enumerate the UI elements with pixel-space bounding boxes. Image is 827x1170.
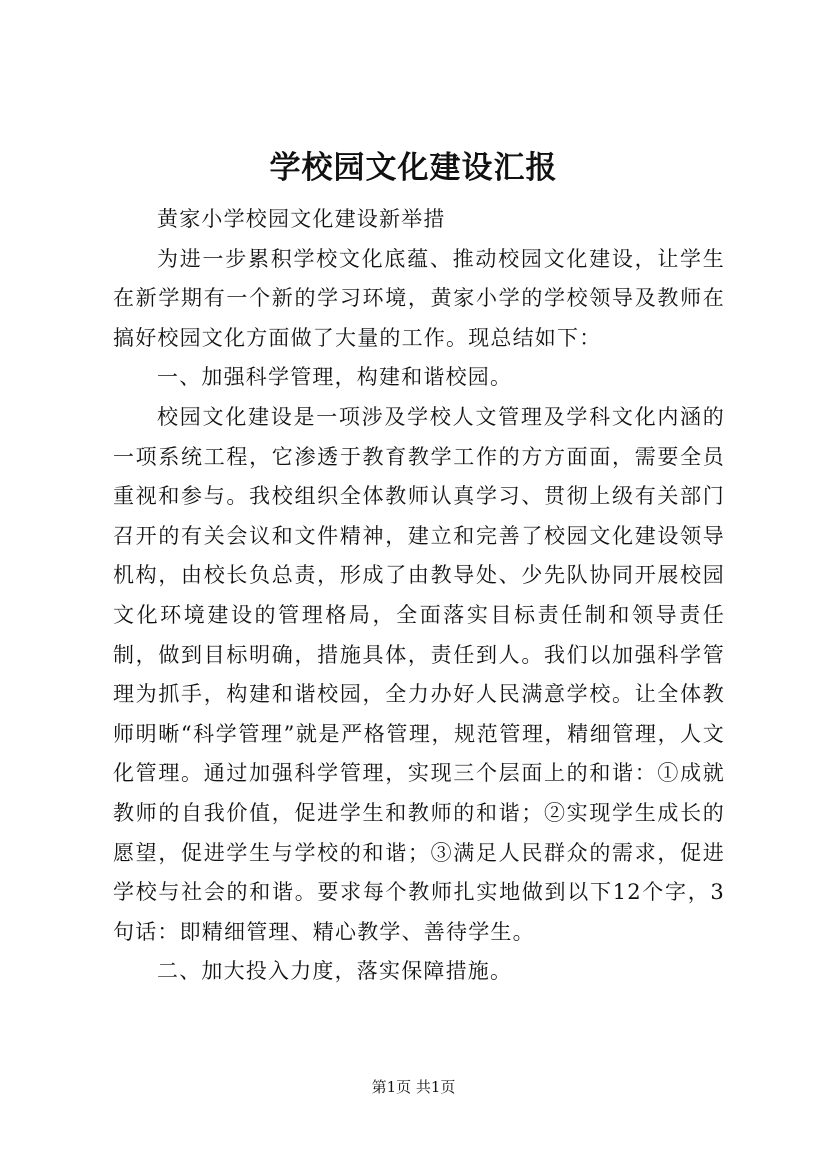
page-number-footer: 第1页 共1页 bbox=[371, 1078, 456, 1096]
section-heading-1: 一、加强科学管理，构建和谐校园。 bbox=[157, 365, 513, 390]
section-body-1: 校园文化建设是一项涉及学校人文管理及学科文化内涵的一项系统工程，它渗透于教育教学工作的方方面面，需要全员重视和参与。我校组织全体教师认真学习、贯彻上级有关部门召开的有关会议和文件精神，建立和完善了校园文化建设领导机构，由校长负总责，形成了由教导处、少先队协同开展校园文化环境建设的管理格局，全面落实目标责任制和领导责任制，做到目标明确，措施具体，责任到人。我们以加强科学管理为抓手，构建和谐校园，全力办好人民满意学校。让全体教师明晰“科学管理”就是严格管理，规范管理，精细管理，人文化管理。通过加强科学管理，实现三个层面上的和谐：①成就教师的自我价值，促进学生和教师的和谐；②实现学生成长的愿望，促进学生与学校的和谐；③满足人民群众的需求，促进学校与社会的和谐。要求每个教师扎实地做到以下12个字，3句话：即精细管理、精心教学、善待学生。 bbox=[113, 404, 725, 944]
intro-paragraph: 为进一步累积学校文化底蕴、推动校园文化建设，让学生在新学期有一个新的学习环境，黄家小学的学校领导及教师在搞好校园文化方面做了大量的工作。现总结如下： bbox=[113, 246, 725, 350]
subtitle-paragraph: 黄家小学校园文化建设新举措 bbox=[157, 207, 446, 231]
section-heading-2: 二、加大投入力度，落实保障措施。 bbox=[157, 959, 513, 984]
document-title: 学校园文化建设汇报 bbox=[269, 150, 558, 186]
document-body bbox=[113, 200, 725, 992]
